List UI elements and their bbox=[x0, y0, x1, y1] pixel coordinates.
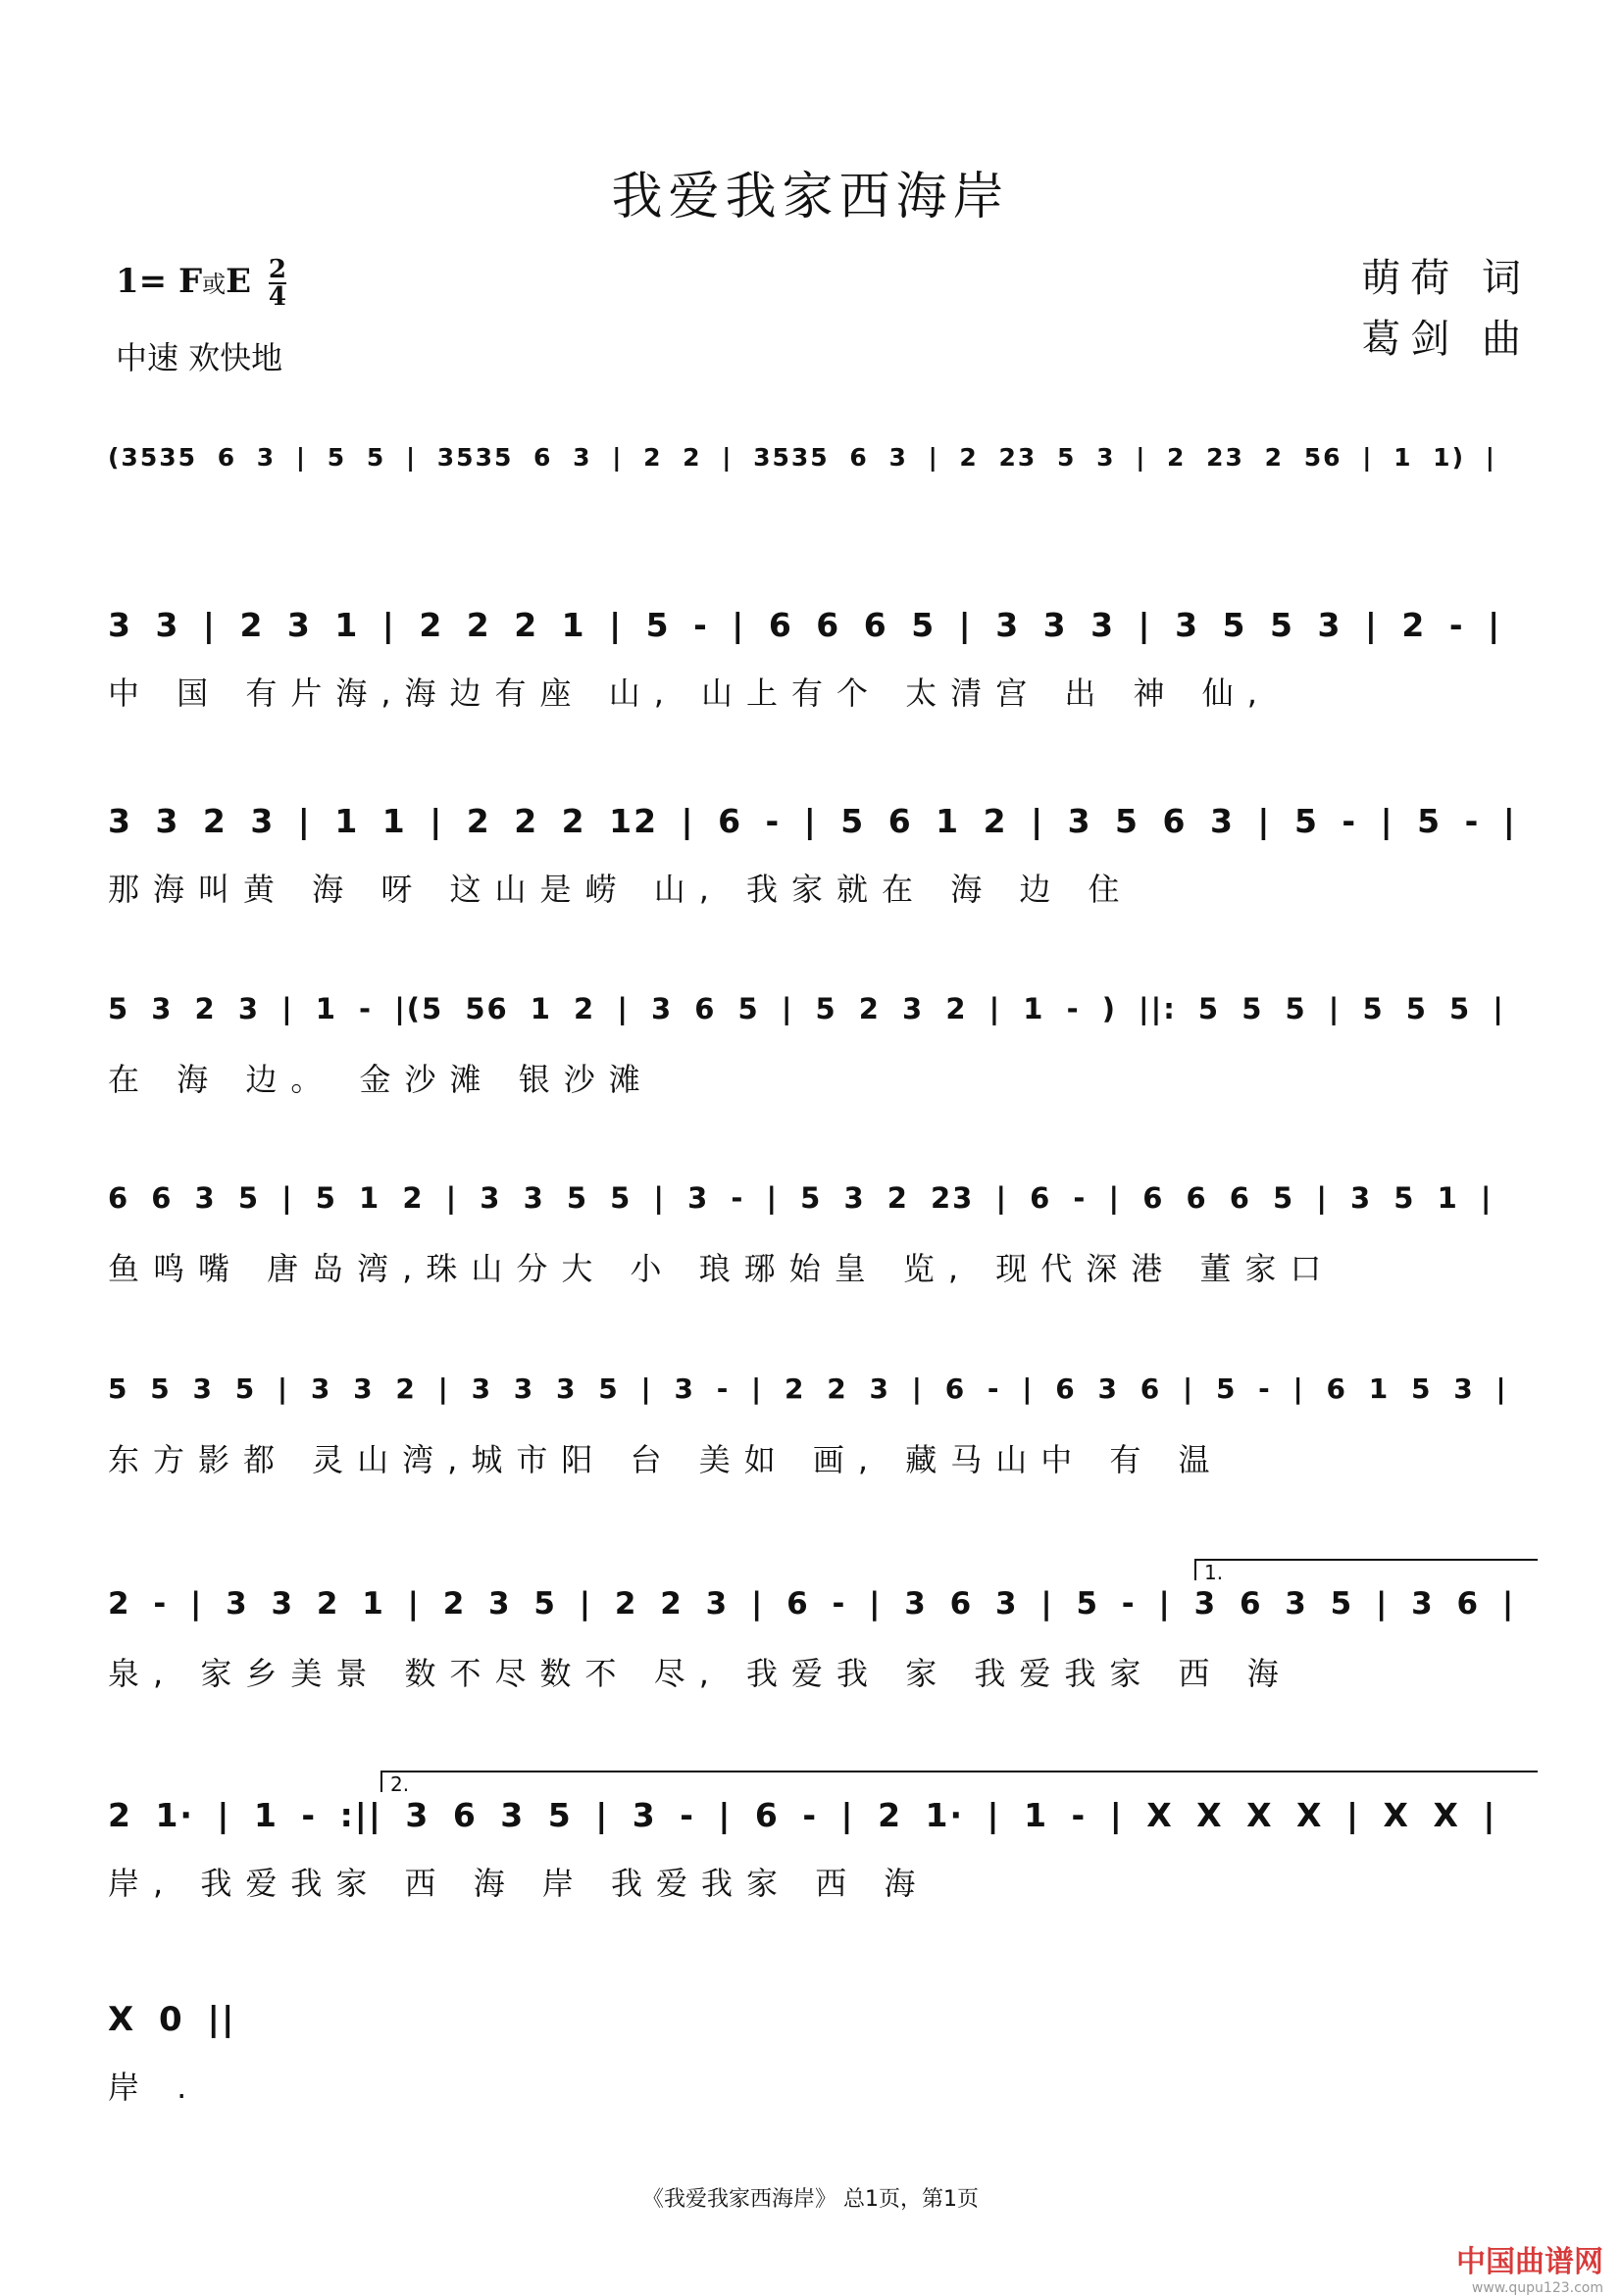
watermark-url: www.qupu123.com bbox=[1471, 2280, 1603, 2296]
key-alt: E bbox=[226, 262, 252, 301]
key-main: 1= F bbox=[116, 262, 203, 301]
volta-2: 2. bbox=[380, 1771, 1538, 1792]
notation-line: X 0 || bbox=[108, 2000, 236, 2039]
lyric-line: 岸 . bbox=[108, 2069, 201, 2106]
notation-line: 2 - | 3 3 2 1 | 2 3 5 | 2 2 3 | 6 - | 3 6 3 | 5 - | 3 6 3 5 | 3 6 | bbox=[108, 1586, 1516, 1622]
key-or: 或 bbox=[202, 271, 227, 298]
volta-1: 1. bbox=[1194, 1559, 1538, 1580]
notation-line: 3 3 2 3 | 1 1 | 2 2 2 12 | 6 - | 5 6 1 2 | 3 5 6 3 | 5 - | 5 - | bbox=[108, 802, 1517, 840]
notation-line: (3535 6 3 | 5 5 | 3535 6 3 | 2 2 | 3535 6 3 | 2 23 5 3 | 2 23 2 56 | 1 1) | bbox=[108, 443, 1496, 472]
composer-credit: 葛剑 曲 bbox=[1361, 317, 1531, 362]
lyric-line: 泉, 家乡美景 数不尽数不 尽, 我爱我 家 我爱我家 西 海 bbox=[108, 1655, 1292, 1692]
key-signature bbox=[116, 257, 286, 310]
time-denominator: 4 bbox=[268, 282, 286, 312]
notation-line: 3 3 | 2 3 1 | 2 2 2 1 | 5 - | 6 6 6 5 | 3 3 3 | 3 5 5 3 | 2 - | bbox=[108, 606, 1502, 644]
watermark-brand: 中国曲谱网 bbox=[1456, 2245, 1603, 2279]
lyric-line: 那海叫黄 海 呀 这山是崂 山, 我家就在 海 边 住 bbox=[108, 871, 1134, 908]
lyric-line: 岸, 我爱我家 西 海 岸 我爱我家 西 海 bbox=[108, 1865, 930, 1902]
watermark-logo bbox=[1456, 2237, 1603, 2296]
notation-line: 6 6 3 5 | 5 1 2 | 3 3 5 5 | 3 - | 5 3 2 23 | 6 - | 6 6 6 5 | 3 5 1 | bbox=[108, 1181, 1494, 1215]
time-signature bbox=[269, 257, 286, 310]
page-title: 我爱我家西海岸 bbox=[611, 168, 1010, 226]
lyric-line: 鱼鸣嘴 唐岛湾,珠山分大 小 琅琊始皇 览, 现代深港 董家口 bbox=[108, 1250, 1336, 1287]
lyricist-credit: 萌荷 词 bbox=[1361, 256, 1531, 301]
notation-line: 5 3 2 3 | 1 - |(5 56 1 2 | 3 6 5 | 5 2 3 2 | 1 - ) ||: 5 5 5 | 5 5 5 | bbox=[108, 992, 1505, 1025]
lyric-line: 在 海 边。 金沙滩 银沙滩 bbox=[108, 1061, 654, 1098]
notation-line: 2 1· | 1 - :|| 3 6 3 5 | 3 - | 6 - | 2 1· | 1 - | X X X X | X X | bbox=[108, 1796, 1497, 1834]
page-footer: 《我爱我家西海岸》 总1页，第1页 bbox=[642, 2187, 979, 2212]
notation-line: 5 5 3 5 | 3 3 2 | 3 3 3 5 | 3 - | 2 2 3 | 6 - | 6 3 6 | 5 - | 6 1 5 3 | bbox=[108, 1373, 1508, 1405]
lyric-line: 中 国 有片海,海边有座 山, 山上有个 太清宫 出 神 仙, bbox=[108, 674, 1271, 712]
lyric-line: 东方影都 灵山湾,城市阳 台 美如 画, 藏马山中 有 温 bbox=[108, 1441, 1224, 1478]
tempo-marking: 中速 欢快地 bbox=[116, 339, 283, 376]
time-numerator: 2 bbox=[268, 255, 286, 284]
